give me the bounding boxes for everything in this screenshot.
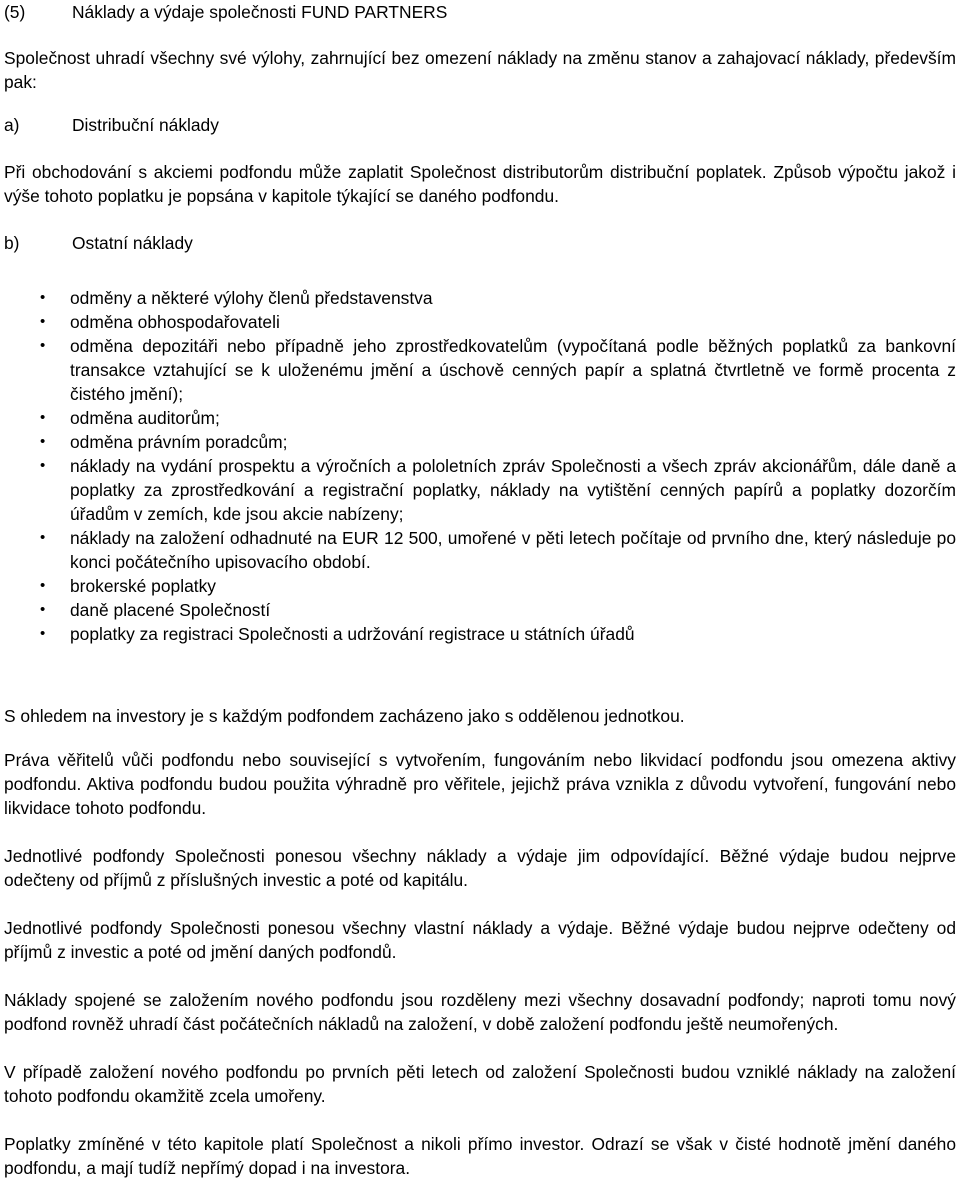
subsection-b-label: b) [4, 233, 20, 253]
section-title: Náklady a výdaje společnosti FUND PARTNERS [72, 2, 448, 22]
bullet-icon: • [40, 289, 46, 306]
bullet-icon: • [40, 313, 46, 330]
bullet-icon: • [40, 625, 46, 642]
subsection-b-title: Ostatní náklady [72, 233, 193, 253]
subsection-b-heading [4, 231, 956, 255]
list-item: • náklady na vydání prospektu a výročních a pololetních zpráv Společnosti a všech zpráv akcionářům, dále daně a poplatky za zprostředkování a registrační poplatky, náklady na vytištění cenných papírů a poplatky dozorčím úřadům v zemích, kde jsou akcie nabízeny; [40, 456, 956, 524]
paragraph: Jednotlivé podfondy Společnosti ponesou všechny náklady a výdaje jim odpovídající. Běžné výdaje budou nejprve odečteny od příjmů z příslušných investic a poté od kapitálu. [4, 846, 956, 890]
bullet-icon: • [40, 601, 46, 618]
list-item: • brokerské poplatky [40, 576, 216, 596]
bullet-icon: • [40, 529, 46, 546]
paragraph: Práva věřitelů vůči podfondu nebo související s vytvořením, fungováním nebo likvidací podfondu jsou omezena aktivy podfondu. Aktiva podfondu budou použita výhradně pro věřitele, jejichž práva vznikla z důvodu vytvoření, fungování nebo likvidace tohoto podfondu. [4, 750, 956, 818]
subsection-a-text: Při obchodování s akciemi podfondu může zaplatit Společnost distributorům distribuční poplatek. Způsob výpočtu jakož i výše tohoto poplatku je popsána v kapitole týkající se daného podfondu. [4, 162, 956, 206]
cost-bullet-list [4, 286, 956, 646]
bullet-icon: • [40, 337, 46, 354]
subsection-a-heading [4, 113, 956, 137]
bullet-icon: • [40, 577, 46, 594]
list-item: • odměna právním poradcům; [40, 432, 288, 452]
intro-paragraph: Společnost uhradí všechny své výlohy, zahrnující bez omezení náklady na změnu stanov a zahajovací náklady, především pak: [4, 48, 956, 92]
paragraph: Náklady spojené se založením nového podfondu jsou rozděleny mezi všechny dosavadní podfondy; naproti tomu nový podfond rovněž uhradí část počátečních nákladů na založení, v době založení podfondu ještě neumořených. [4, 990, 956, 1034]
subsection-a-title: Distribuční náklady [72, 115, 219, 135]
list-item: • odměna depozitáři nebo případně jeho zprostředkovatelům (vypočítaná podle běžných poplatků za bankovní transakce vztahující se k uloženému jmění a úschově cenných papír a splatná čtvrtletně ve formě procenta z čistého jmění); [40, 336, 956, 404]
paragraph: S ohledem na investory je s každým podfondem zacházeno jako s oddělenou jednotkou. [4, 706, 685, 726]
list-item: • odměny a některé výlohy členů představenstva [40, 288, 433, 308]
bullet-icon: • [40, 409, 46, 426]
section-number: (5) [4, 2, 26, 22]
list-item: • náklady na založení odhadnuté na EUR 12 500, umořené v pěti letech počítaje od prvního dne, který následuje po konci počátečního upisovacího období. [40, 528, 956, 572]
subsection-a-label: a) [4, 115, 20, 135]
list-item: • odměna auditorům; [40, 408, 220, 428]
paragraph: Jednotlivé podfondy Společnosti ponesou všechny vlastní náklady a výdaje. Běžné výdaje budou nejprve odečteny od příjmů z investic a poté od jmění daných podfondů. [4, 918, 956, 962]
bullet-icon: • [40, 433, 46, 450]
list-item: • odměna obhospodařovateli [40, 312, 280, 332]
list-item: • daně placené Společností [40, 600, 271, 620]
paragraph: V případě založení nového podfondu po prvních pěti letech od založení Společnosti budou vzniklé náklady na založení tohoto podfondu okamžitě zcela umořeny. [4, 1062, 956, 1106]
section-heading [4, 0, 956, 24]
bullet-icon: • [40, 457, 46, 474]
list-item: • poplatky za registraci Společnosti a udržování registrace u státních úřadů [40, 624, 635, 644]
paragraph: Poplatky zmíněné v této kapitole platí Společnost a nikoli přímo investor. Odrazí se však v čisté hodnotě jmění daného podfondu, a mají tudíž nepřímý dopad i na investora. [4, 1134, 956, 1178]
